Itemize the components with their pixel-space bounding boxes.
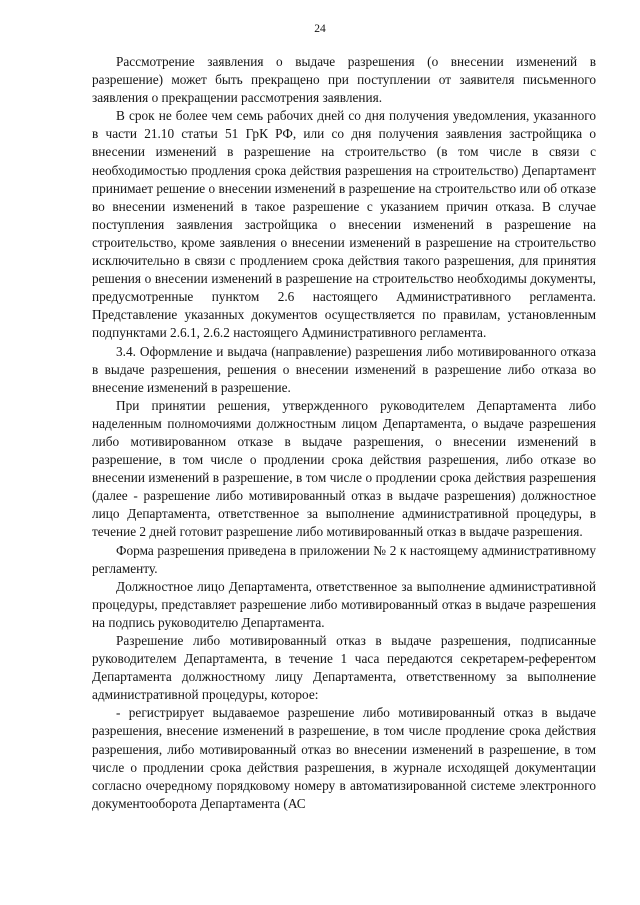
paragraph-signed-transfer: Разрешение либо мотивированный отказ в выдаче разрешения, подписанные руководителем Департамента, в течение 1 часа передаются секретарем-референтом Департамента должностному лицу Департамента, ответственному за выполнение административной процедуры, которое: xyxy=(92,633,596,703)
page-number: 24 xyxy=(314,23,326,35)
paragraph-signature-submission: Должностное лицо Департамента, ответственное за выполнение административной процедуры, представляет разрешение либо мотивированный отказ в выдаче разрешения на подпись руководителю Департамента. xyxy=(92,578,596,630)
paragraph-amendment-deadline: В срок не более чем семь рабочих дней со дня получения уведомления, указанного в части 21.10 статьи 51 ГрК РФ, или со дня получения заявления застройщика о внесении изменений в разрешение на строительство (в том числе в связи с необходимостью продления срока действия разрешения на строительство) Департамент принимает решение о внесении изменений в разрешение на строительство или об отказе во внесении изменений в такое разрешение с указанием причин отказа. В случае поступления заявления застройщика о внесении изменений в разрешение на строительство, кроме заявления о внесении изменений в разрешение на строительство исключительно в связи с продлением срока действия такого разрешения, для принятия решения о внесении изменений в разрешение на строительство необходимы документы, предусмотренные пунктом 2.6 настоящего Административного регламента. Представление указанных документов осуществляется по правилам, установленным подпунктами 2.6.1, 2.6.2 настоящего Административного регламента. xyxy=(92,108,596,341)
paragraph-permit-form: Форма разрешения приведена в приложении № 2 к настоящему административному регламенту. xyxy=(92,542,596,576)
paragraph-review-termination: Рассмотрение заявления о выдаче разрешения (о внесении изменений в разрешение) может быть прекращено при поступлении от заявителя письменного заявления о прекращении рассмотрения заявления. xyxy=(92,54,596,106)
document-body xyxy=(92,53,596,813)
section-heading-3-4: 3.4. Оформление и выдача (направление) разрешения либо мотивированного отказа в выдаче разрешения, решения о внесении изменений в разрешение либо отказа во внесение изменений в разрешение. xyxy=(92,343,596,395)
paragraph-registration-item: - регистрирует выдаваемое разрешение либо мотивированный отказ в выдаче разрешения, внесение изменений в разрешение, в том числе продление срока действия разрешения, либо мотивированный отказ во внесении изменений в разрешение, в том числе о продлении срока действия разрешения, в журнале исходящей документации согласно очередному порядковому номеру в автоматизированной системе электронного документооборота Департамента (АС xyxy=(92,705,596,811)
paragraph-decision-preparation: При принятии решения, утвержденного руководителем Департамента либо наделенным полномочиями должностным лицом Департамента, о выдаче разрешения либо мотивированном отказе в выдаче разрешения, о внесении изменений в разрешение, в том числе о продлении срока действия разрешения, либо отказе во внесении изменений в разрешение, в том числе о продлении срока действия разрешения (далее - разрешение либо мотивированный отказ в выдаче разрешения) должностное лицо Департамента, ответственное за выполнение административной процедуры, в течение 2 дней готовит разрешение либо мотивированный отказ в выдаче разрешения. xyxy=(92,397,596,540)
